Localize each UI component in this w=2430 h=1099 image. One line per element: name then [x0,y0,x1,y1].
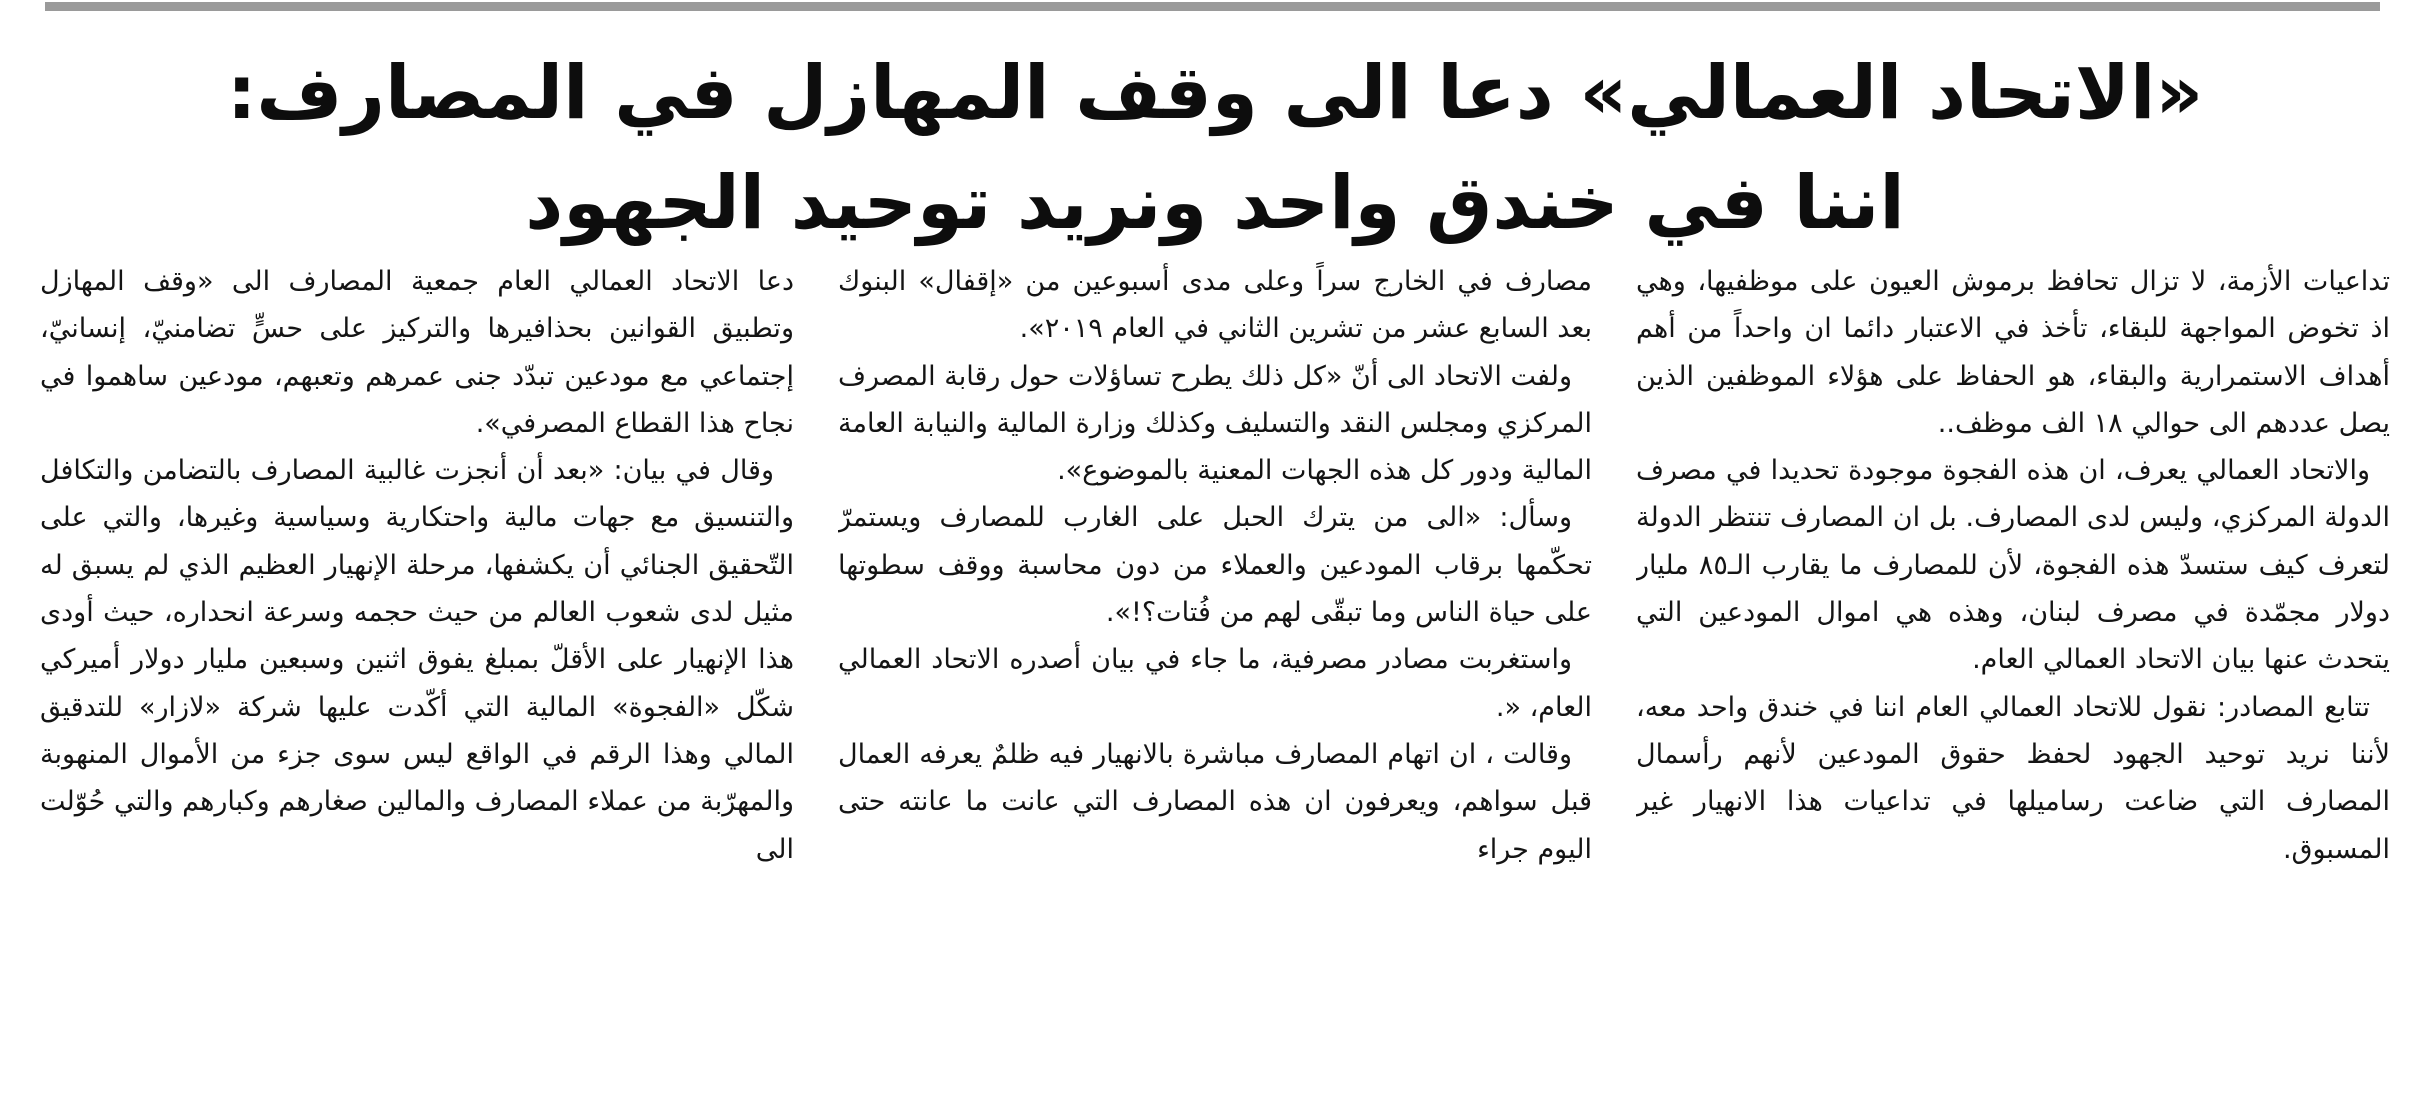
paragraph: وسأل: «الى من يترك الحبل على الغارب للمصارف ويستمرّ تحكّمها برقاب المودعين والعملاء من دون محاسبة ووقف سطوتها على حياة الناس وما تبقّى لهم من فُتات؟!». [838,502,1592,629]
article-column-3 [1636,258,2390,1088]
paragraph: تتابع المصادر: نقول للاتحاد العمالي العام اننا في خندق واحد معه، لأننا نريد توحيد الجهود لحفظ حقوق المودعين لأنهم رأسمال المصارف التي ضاعت رساميلها في تداعيات هذا الانهيار غير المسبوق. [1636,691,2390,865]
paragraph: دعا الاتحاد العمالي العام جمعية المصارف الى «وقف المهازل وتطبيق القوانين بحذافيرها والتركيز على حسٍّ تضامنيّ، إنسانيّ، إجتماعي مع مودعين تبدّد جنى عمرهم وتعبهم، مودعين ساهموا في نجاح هذا القطاع المصرفي». [40,266,794,439]
headline-line-2: اننا في خندق واحد ونريد توحيد الجهود [525,160,1905,246]
paragraph: واستغربت مصادر مصرفية، ما جاء في بيان أصدره الاتحاد العمالي العام، «. [838,644,1592,723]
paragraph: ولفت الاتحاد الى أنّ «كل ذلك يطرح تساؤلات حول رقابة المصرف المركزي ومجلس النقد والتسليف وكذلك وزارة المالية والنيابة العامة المالية ودور كل هذه الجهات المعنية بالموضوع». [838,360,1592,487]
article-column-1 [40,258,794,1088]
paragraph: وقال في بيان: «بعد أن أنجزت غالبية المصارف بالتضامن والتكافل والتنسيق مع جهات مالية واحتكارية وسياسية وغيرها، والتي على التّحقيق الجنائي أن يكشفها، مرحلة الإنهيار العظيم الذي لم يسبق له مثيل لدى شعوب العالم من حيث حجمه وسرعة انحداره، حيث أودى هذا الإنهيار على الأقلّ بمبلغ يفوق اثنين وسبعين مليار دولار أميركي شكّل «الفجوة» المالية التي أكّدت عليها شركة «لازار» للتدقيق المالي وهذا الرقم في الواقع ليس سوى جزء من الأموال المنهوبة والمهرّبة من عملاء المصارف والمالين صغارهم وكبارهم والتي حُوّلت الى [40,455,794,865]
paragraph: والاتحاد العمالي يعرف، ان هذه الفجوة موجودة تحديدا في مصرف الدولة المركزي، وليس لدى المصارف. بل ان المصارف تنتظر الدولة لتعرف كيف ستسدّ هذه الفجوة، لأن للمصارف ما يقارب الـ٨٥ مليار دولار مجمّدة في مصرف لبنان، وهذه هي اموال المودعين التي يتحدث عنها بيان الاتحاد العمالي العام. [1636,455,2390,676]
article-columns [40,258,2390,1088]
headline-line-1: «الاتحاد العمالي» دعا الى وقف المهازل في المصارف: [226,50,2204,136]
top-rule [45,2,2380,11]
paragraph: مصارف في الخارج سراً وعلى مدى أسبوعين من «إقفال» البنوك بعد السابع عشر من تشرين الثاني في العام ٢٠١٩». [838,266,1592,345]
paragraph: تداعيات الأزمة، لا تزال تحافظ برموش العيون على موظفيها، وهي اذ تخوض المواجهة للبقاء، تأخذ في الاعتبار دائما ان واحداً من أهم أهداف الاستمرارية والبقاء، هو الحفاظ على هؤلاء الموظفين الذين يصل عددهم الى حوالي ١٨ الف موظف.. [1636,266,2390,439]
paragraph: وقالت ، ان اتهام المصارف مباشرة بالانهيار فيه ظلمٌ يعرفه العمال قبل سواهم، ويعرفون ان هذه المصارف التي عانت ما عانته حتى اليوم جراء [838,738,1592,865]
headline [60,38,2370,258]
article-column-2 [838,258,1592,1088]
